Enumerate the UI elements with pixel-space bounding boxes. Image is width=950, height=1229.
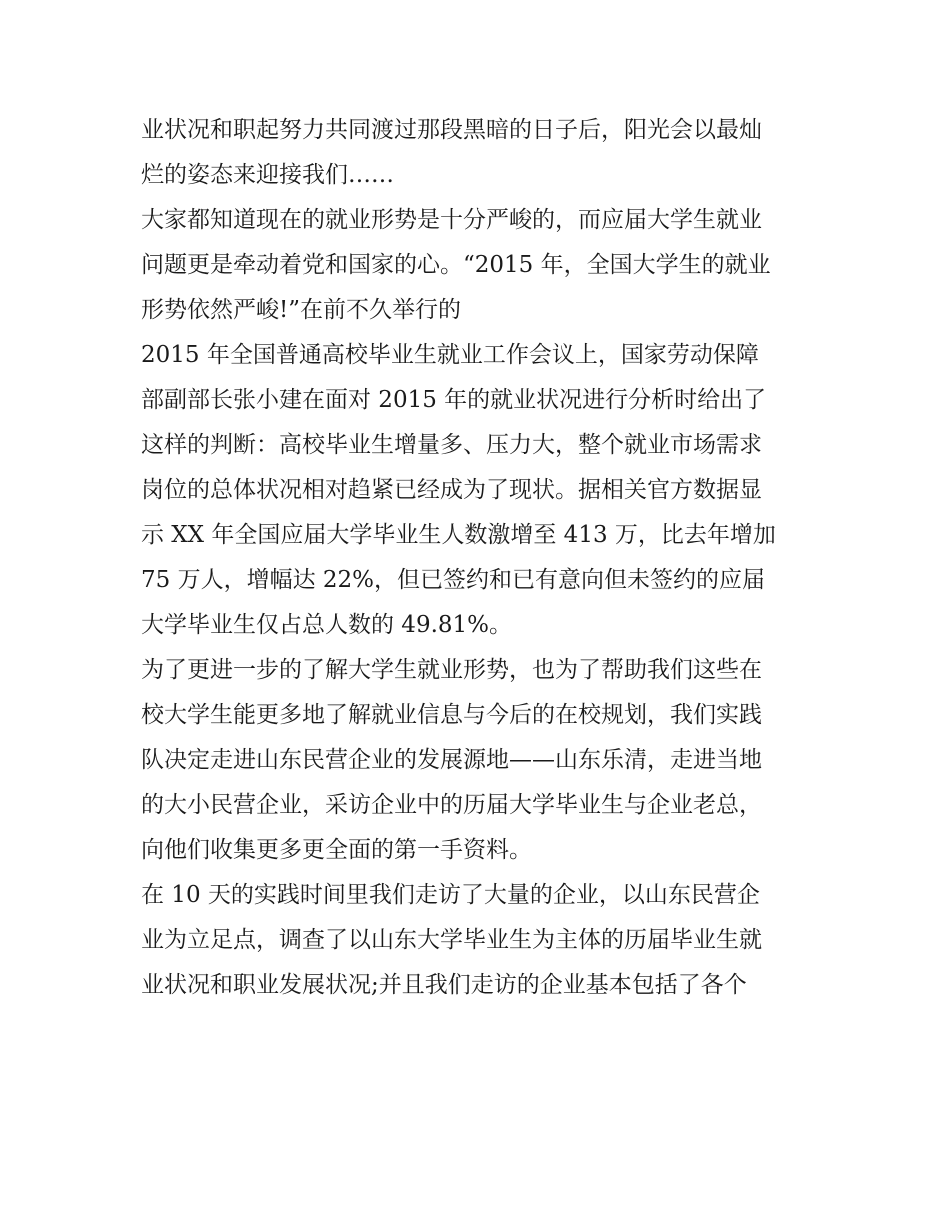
text-line: 业为立足点，调查了以山东大学毕业生为主体的历届毕业生就 <box>141 927 762 953</box>
text-line: 在 10 天的实践时间里我们走访了大量的企业，以山东民营企 <box>141 882 760 908</box>
text-line: 业状况和职业发展状况;并且我们走访的企业基本包括了各个 <box>141 972 747 998</box>
text-line: 队决定走进山东民营企业的发展源地——山东乐清，走进当地 <box>141 747 762 773</box>
text-line: 这样的判断：高校毕业生增量多、压力大，整个就业市场需求 <box>141 432 762 458</box>
text-line: 2015 年全国普通高校毕业生就业工作会议上，国家劳动保障 <box>141 342 759 368</box>
text-line: 为了更进一步的了解大学生就业形势，也为了帮助我们这些在 <box>141 657 762 683</box>
text-line: 向他们收集更多更全面的第一手资料。 <box>141 837 532 863</box>
text-line: 75 万人，增幅达 22%，但已签约和已有意向但未签约的应届 <box>141 567 766 593</box>
text-line: 业状况和职起努力共同渡过那段黑暗的日子后，阳光会以最灿 <box>141 117 762 143</box>
text-line: 大学毕业生仅占总人数的 49.81%。 <box>141 612 513 638</box>
text-line: 示 XX 年全国应届大学毕业生人数激增至 413 万，比去年增加 <box>141 522 776 548</box>
text-line: 部副部长张小建在面对 2015 年的就业状况进行分析时给出了 <box>141 387 767 413</box>
body-text <box>141 108 821 1008</box>
text-line: 形势依然严峻!”在前不久举行的 <box>141 297 462 323</box>
text-line: 烂的姿态来迎接我们…… <box>141 162 394 188</box>
text-line: 岗位的总体状况相对趋紧已经成为了现状。据相关官方数据显 <box>141 477 762 503</box>
text-line: 的大小民营企业，采访企业中的历届大学毕业生与企业老总， <box>141 792 762 818</box>
text-line: 校大学生能更多地了解就业信息与今后的在校规划，我们实践 <box>141 702 762 728</box>
text-line: 问题更是牵动着党和国家的心。“2015 年，全国大学生的就业 <box>141 252 771 278</box>
text-line: 大家都知道现在的就业形势是十分严峻的，而应届大学生就业 <box>141 207 762 233</box>
